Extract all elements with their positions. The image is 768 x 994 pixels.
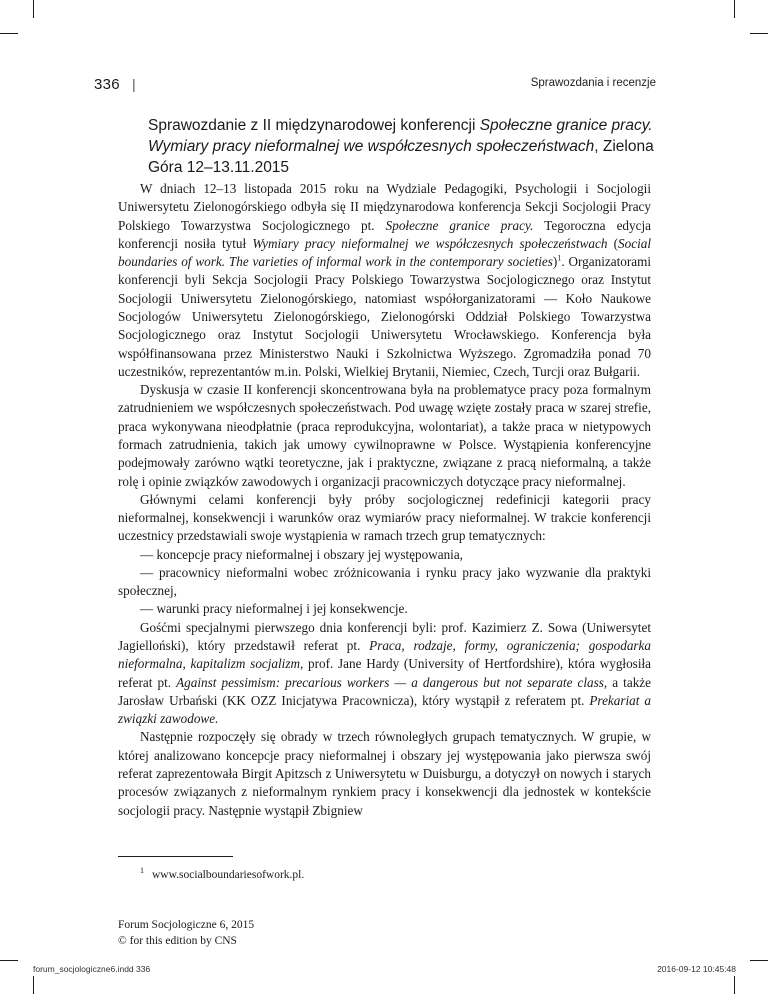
crop-mark xyxy=(750,33,768,34)
section-title: Sprawozdania i recenzje xyxy=(530,77,656,89)
print-slug-file: forum_socjologiczne6.indd 336 xyxy=(33,964,151,974)
crop-mark xyxy=(33,0,34,18)
crop-mark xyxy=(33,976,34,994)
crop-mark xyxy=(734,976,735,994)
footnote-rule xyxy=(118,856,233,857)
list-item: — warunki pracy nieformalnej i jej konsekwencje. xyxy=(140,601,408,617)
footnote-text: www.socialboundariesofwork.pl. xyxy=(152,868,305,881)
title-prefix: Sprawozdanie z II międzynarodowej konferencji xyxy=(148,117,480,134)
list-item: — koncepcje pracy nieformalnej i obszary jej występowania, xyxy=(140,546,463,562)
crop-mark xyxy=(0,33,18,34)
list-item: — pracownicy nieformalni wobec zróżnicowania i rynku pracy jako wyzwanie dla praktyki społecznej, xyxy=(118,564,651,599)
paragraph: Dyskusja w czasie II konferencji skoncentrowana była na problematyce pracy poza formalnym zatrudnieniem we współczesnych społeczeństwach. Pod uwagę wzięte zostały praca w szarej strefie, praca wykonywana nieodpłatnie (praca reprodukcyjna, wolontariat), a także praca w nietypowych formach zatrudnienia, takich jak umowy cywilnoprawne w Polsce. Wystąpienia konferencyjne podejmowały zarówno wątki teoretyczne, jak i praktyczne, związane z pracą nieformalną, a także rolę i opinie związków zawodowych i organizacji pracowniczych dotyczące pracy nieformalnej. xyxy=(118,382,651,489)
journal-info xyxy=(118,917,254,949)
paragraph: W dniach 12–13 listopada 2015 roku na Wydziale Pedagogiki, Psychologii i Socjologii Uniwersytetu Zielonogórskiego odbyła się II międzynarodowa konferencja Sekcji Socjologii Pracy Polskiego Towarzystwa Socjologicznego pt. Społeczne granice pracy. Tegoroczna edycja konferencji nosiła tytuł Wymiary pracy nieformalnej we współczesnych społeczeństwach (Social boundaries of work. The varieties of informal work in the contemporary societies)$^1$. Organizatorami konferencji byli Sekcja Socjologii Pracy Polskiego Towarzystwa Socjologicznego oraz Instytut Socjologii Uniwersytetu Zielonogórskiego, natomiast współorganizatorami — Koło Naukowe Socjologów Uniwersytetu Zielonogórskiego, Zielonogórski Oddział Polskiego Towarzystwa Socjologicznego oraz Instytut Socjologii Uniwersytetu Wrocławskiego. Konferencja była współfinansowana przez Ministerstwo Nauki i Szkolnictwa Wyższego. Zgromadziła ponad 70 uczestników, reprezentantów m.in. Polski, Wielkiej Brytanii, Niemiec, Czech, Turcji oraz Bułgarii. xyxy=(118,181,651,379)
crop-mark xyxy=(750,960,768,961)
article-title xyxy=(148,115,668,178)
footnote-ref: 1 xyxy=(557,253,562,263)
title-suffix: , Zielona Góra 12–13.11.2015 xyxy=(148,138,654,176)
article-body xyxy=(118,180,651,820)
page-number: 336 xyxy=(94,76,120,93)
title-italic: Społeczne granice pracy. Wymiary pracy nieformalnej we współczesnych społeczeństwach xyxy=(148,117,653,155)
paragraph: Następnie rozpoczęły się obrady w trzech równoległych grupach tematycznych. W grupie, w której analizowano koncepcje pracy nieformalnej i obszary jej występowania jako pierwsza swój referat zaprezentowała Birgit Apitzsch z Uniwersytetu w Duisburgu, a dotyczył on nowych i starych procesów związanych z nieformalnym rynkiem pracy i konsekwencji dla jednostek w kontekście socjologii pracy. Następnie wystąpił Zbigniew xyxy=(118,729,651,818)
paragraph: Głównymi celami konferencji były próby socjologicznej redefinicji kategorii pracy nieformalnej, konsekwencji i warunków oraz wymiarów pracy nieformalnej. W trakcie konferencji uczestnicy przedstawiali swoje wystąpienia w ramach trzech grup tematycznych: xyxy=(118,491,651,544)
footnote xyxy=(140,866,304,881)
copyright-line: © for this edition by CNS xyxy=(118,935,237,947)
running-header xyxy=(94,76,656,96)
journal-name: Forum Socjologiczne 6, 2015 xyxy=(118,919,255,931)
paragraph: Gośćmi specjalnymi pierwszego dnia konferencji byli: prof. Kazimierz Z. Sowa (Uniwersytet Jagielloński), który przedstawił referat pt. Praca, rodzaje, formy, ograniczenia; gospodarka nieformalna, kapitalizm socjalizm, prof. Jane Hardy (University of Hertfordshire), która wygłosiła referat pt. Against pessimism: precarious workers — a dangerous but not separate class, a także Jarosław Urbański (KK OZZ Inicjatywa Pracownicza), który wystąpił z referatem pt. Prekariat a związki zawodowe. xyxy=(118,619,652,727)
crop-mark xyxy=(734,0,735,18)
footnote-marker: 1 xyxy=(140,866,144,875)
header-separator: | xyxy=(132,76,136,92)
crop-mark xyxy=(0,960,18,961)
print-slug-date: 2016-09-12 10:45:48 xyxy=(657,964,736,974)
